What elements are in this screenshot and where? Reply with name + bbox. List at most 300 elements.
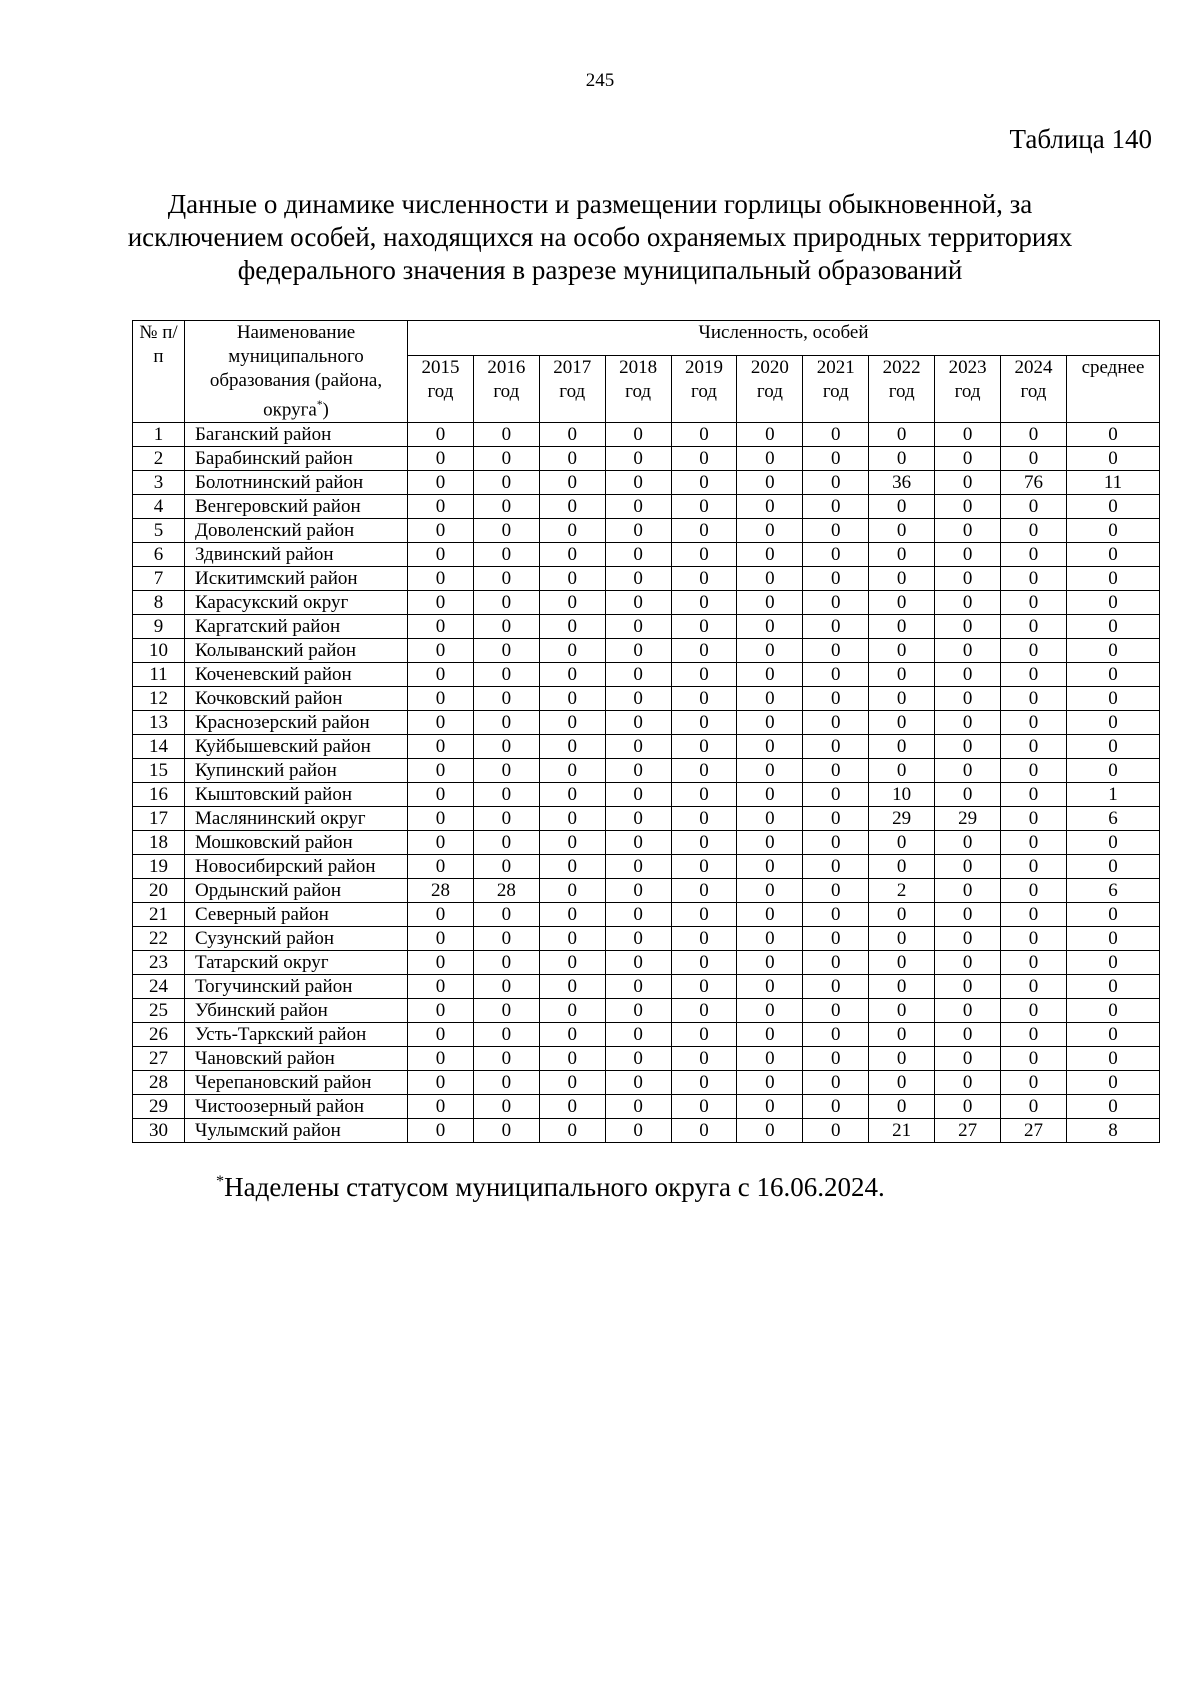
count-cell: 0 (869, 759, 935, 783)
count-cell: 0 (1066, 663, 1159, 687)
count-cell: 0 (935, 447, 1001, 471)
count-cell: 0 (935, 735, 1001, 759)
count-cell: 0 (869, 687, 935, 711)
row-number: 14 (133, 735, 185, 759)
count-cell: 36 (869, 471, 935, 495)
row-number: 21 (133, 903, 185, 927)
table-row (133, 831, 1160, 855)
count-cell: 0 (605, 639, 671, 663)
count-cell: 0 (935, 471, 1001, 495)
count-cell: 0 (408, 1095, 474, 1119)
municipality-name: Искитимский район (185, 567, 408, 591)
count-cell: 0 (539, 591, 605, 615)
count-cell: 0 (539, 567, 605, 591)
count-cell: 0 (935, 495, 1001, 519)
header-name (185, 321, 408, 423)
header-year: среднее (1066, 355, 1159, 423)
count-cell: 0 (803, 951, 869, 975)
header-year: 2023 год (935, 355, 1001, 423)
row-number: 27 (133, 1047, 185, 1071)
count-cell: 0 (408, 1119, 474, 1143)
count-cell: 0 (803, 1095, 869, 1119)
count-cell: 0 (869, 855, 935, 879)
municipality-name: Кочковский район (185, 687, 408, 711)
table-row (133, 807, 1160, 831)
row-number: 17 (133, 807, 185, 831)
header-name-marker: * (316, 399, 323, 411)
count-cell: 0 (539, 687, 605, 711)
count-cell: 0 (1066, 951, 1159, 975)
table-row (133, 1047, 1160, 1071)
count-cell: 0 (737, 735, 803, 759)
count-cell: 0 (935, 879, 1001, 903)
table-row (133, 471, 1160, 495)
count-cell: 0 (605, 543, 671, 567)
municipality-name: Здвинский район (185, 543, 408, 567)
count-cell: 0 (671, 1047, 737, 1071)
count-cell: 0 (737, 543, 803, 567)
count-cell: 0 (408, 639, 474, 663)
count-cell: 0 (737, 1023, 803, 1047)
count-cell: 0 (671, 783, 737, 807)
count-cell: 0 (605, 735, 671, 759)
count-cell: 0 (737, 687, 803, 711)
count-cell: 76 (1001, 471, 1067, 495)
count-cell: 0 (671, 975, 737, 999)
count-cell: 0 (869, 1047, 935, 1071)
header-count-group: Численность, особей (408, 321, 1160, 356)
count-cell: 10 (869, 783, 935, 807)
row-number: 7 (133, 567, 185, 591)
count-cell: 0 (1066, 1071, 1159, 1095)
count-cell: 0 (1066, 831, 1159, 855)
header-year: 2022 год (869, 355, 935, 423)
count-cell: 0 (935, 831, 1001, 855)
count-cell: 0 (803, 447, 869, 471)
count-cell: 0 (1001, 615, 1067, 639)
count-cell: 0 (803, 663, 869, 687)
municipality-name: Маслянинский округ (185, 807, 408, 831)
row-number: 26 (133, 1023, 185, 1047)
count-cell: 0 (869, 975, 935, 999)
count-cell: 0 (539, 1047, 605, 1071)
count-cell: 0 (803, 831, 869, 855)
count-cell: 0 (605, 471, 671, 495)
count-cell: 0 (803, 807, 869, 831)
count-cell: 0 (869, 903, 935, 927)
count-cell: 0 (408, 999, 474, 1023)
count-cell: 0 (737, 447, 803, 471)
count-cell: 0 (605, 495, 671, 519)
count-cell: 0 (737, 855, 803, 879)
table-row (133, 903, 1160, 927)
count-cell: 0 (1001, 687, 1067, 711)
count-cell: 0 (1001, 951, 1067, 975)
count-cell: 0 (473, 951, 539, 975)
count-cell: 0 (803, 471, 869, 495)
count-cell: 0 (408, 447, 474, 471)
count-cell: 0 (473, 471, 539, 495)
count-cell: 0 (737, 783, 803, 807)
table-row (133, 783, 1160, 807)
count-cell: 0 (605, 783, 671, 807)
count-cell: 0 (935, 1071, 1001, 1095)
count-cell: 0 (473, 447, 539, 471)
count-cell: 0 (935, 663, 1001, 687)
count-cell: 28 (473, 879, 539, 903)
count-cell: 0 (737, 615, 803, 639)
count-cell: 0 (539, 759, 605, 783)
count-cell: 0 (935, 951, 1001, 975)
table-row (133, 495, 1160, 519)
count-cell: 0 (737, 879, 803, 903)
count-cell: 0 (408, 519, 474, 543)
count-cell: 0 (737, 951, 803, 975)
count-cell: 0 (671, 879, 737, 903)
municipality-name: Чулымский район (185, 1119, 408, 1143)
count-cell: 0 (935, 759, 1001, 783)
count-cell: 0 (1001, 855, 1067, 879)
count-cell: 0 (1066, 1047, 1159, 1071)
count-cell: 0 (671, 855, 737, 879)
count-cell: 0 (1066, 855, 1159, 879)
count-cell: 0 (803, 783, 869, 807)
count-cell: 0 (1001, 879, 1067, 903)
row-number: 28 (133, 1071, 185, 1095)
count-cell: 0 (737, 927, 803, 951)
count-cell: 0 (1001, 927, 1067, 951)
header-year: 2019 год (671, 355, 737, 423)
count-cell: 0 (869, 447, 935, 471)
count-cell: 28 (408, 879, 474, 903)
count-cell: 0 (408, 855, 474, 879)
count-cell: 0 (473, 1095, 539, 1119)
count-cell: 0 (408, 975, 474, 999)
count-cell: 0 (605, 927, 671, 951)
row-number: 15 (133, 759, 185, 783)
count-cell: 0 (869, 1071, 935, 1095)
count-cell: 0 (869, 543, 935, 567)
count-cell: 0 (473, 831, 539, 855)
count-cell: 0 (737, 1119, 803, 1143)
count-cell: 21 (869, 1119, 935, 1143)
row-number: 9 (133, 615, 185, 639)
count-cell: 0 (737, 639, 803, 663)
table-row (133, 687, 1160, 711)
count-cell: 0 (408, 663, 474, 687)
count-cell: 0 (869, 711, 935, 735)
table-title: Данные о динамике численности и размещении горлицы обыкновенной, за исключением особей, находящихся на особо охраняемых природных территориях федерального значения в разрезе муниципальный образований (127, 189, 1073, 285)
count-cell: 0 (1001, 903, 1067, 927)
table-row (133, 1023, 1160, 1047)
count-cell: 0 (935, 615, 1001, 639)
count-cell: 0 (803, 1023, 869, 1047)
count-cell: 0 (803, 639, 869, 663)
count-cell: 0 (605, 423, 671, 447)
count-cell: 0 (671, 951, 737, 975)
table-row (133, 1095, 1160, 1119)
count-cell: 0 (935, 639, 1001, 663)
table-row (133, 615, 1160, 639)
municipality-name: Венгеровский район (185, 495, 408, 519)
count-cell: 0 (803, 759, 869, 783)
count-cell: 0 (539, 615, 605, 639)
municipality-name: Кыштовский район (185, 783, 408, 807)
table-row (133, 855, 1160, 879)
count-cell: 0 (408, 735, 474, 759)
footnote-marker: * (216, 1172, 225, 1190)
count-cell: 0 (737, 1095, 803, 1119)
count-cell: 0 (605, 711, 671, 735)
count-cell: 0 (1001, 1095, 1067, 1119)
count-cell: 0 (671, 735, 737, 759)
count-cell: 0 (737, 1071, 803, 1095)
table-row (133, 543, 1160, 567)
count-cell: 0 (408, 1047, 474, 1071)
table-row (133, 423, 1160, 447)
count-cell: 0 (869, 735, 935, 759)
count-cell: 0 (671, 903, 737, 927)
count-cell: 0 (408, 591, 474, 615)
count-cell: 0 (539, 831, 605, 855)
row-number: 4 (133, 495, 185, 519)
count-cell: 29 (869, 807, 935, 831)
row-number: 25 (133, 999, 185, 1023)
count-cell: 0 (671, 423, 737, 447)
count-cell: 0 (869, 495, 935, 519)
count-cell: 0 (408, 759, 474, 783)
count-cell: 0 (1001, 495, 1067, 519)
count-cell: 0 (935, 591, 1001, 615)
count-cell: 0 (408, 927, 474, 951)
count-cell: 0 (803, 999, 869, 1023)
count-cell: 0 (803, 735, 869, 759)
count-cell: 0 (803, 567, 869, 591)
count-cell: 0 (473, 711, 539, 735)
count-cell: 0 (737, 759, 803, 783)
header-name-end: ) (322, 399, 329, 421)
count-cell: 0 (1066, 423, 1159, 447)
count-cell: 0 (408, 543, 474, 567)
municipality-name: Каргатский район (185, 615, 408, 639)
count-cell: 2 (869, 879, 935, 903)
count-cell: 0 (803, 591, 869, 615)
municipality-name: Ордынский район (185, 879, 408, 903)
count-cell: 0 (737, 807, 803, 831)
count-cell: 0 (1001, 831, 1067, 855)
table-row (133, 975, 1160, 999)
count-cell: 0 (473, 999, 539, 1023)
count-cell: 0 (671, 639, 737, 663)
count-cell: 0 (1001, 567, 1067, 591)
count-cell: 27 (1001, 1119, 1067, 1143)
count-cell: 0 (605, 663, 671, 687)
municipality-name: Карасукский округ (185, 591, 408, 615)
count-cell: 6 (1066, 879, 1159, 903)
count-cell: 0 (473, 1047, 539, 1071)
count-cell: 0 (1001, 1047, 1067, 1071)
count-cell: 0 (1001, 975, 1067, 999)
count-cell: 0 (803, 975, 869, 999)
count-cell: 0 (935, 855, 1001, 879)
count-cell: 0 (671, 927, 737, 951)
count-cell: 0 (1001, 663, 1067, 687)
count-cell: 0 (671, 519, 737, 543)
count-cell: 0 (935, 1023, 1001, 1047)
count-cell: 0 (671, 447, 737, 471)
row-number: 23 (133, 951, 185, 975)
count-cell: 0 (803, 711, 869, 735)
count-cell: 0 (605, 591, 671, 615)
count-cell: 0 (1066, 567, 1159, 591)
count-cell: 0 (803, 903, 869, 927)
count-cell: 0 (539, 447, 605, 471)
count-cell: 0 (737, 1047, 803, 1071)
table-row (133, 879, 1160, 903)
count-cell: 0 (803, 615, 869, 639)
count-cell: 0 (1066, 1023, 1159, 1047)
count-cell: 0 (605, 879, 671, 903)
count-cell: 0 (408, 807, 474, 831)
count-cell: 0 (671, 831, 737, 855)
count-cell: 0 (737, 663, 803, 687)
count-cell: 0 (671, 543, 737, 567)
count-cell: 0 (1001, 519, 1067, 543)
count-cell: 0 (473, 1023, 539, 1047)
table-label: Таблица 140 (1009, 124, 1152, 154)
count-cell: 0 (1066, 519, 1159, 543)
municipality-name: Черепановский район (185, 1071, 408, 1095)
table-row (133, 951, 1160, 975)
count-cell: 0 (935, 1047, 1001, 1071)
count-cell: 0 (737, 831, 803, 855)
count-cell: 0 (737, 903, 803, 927)
count-cell: 0 (473, 519, 539, 543)
count-cell: 0 (539, 423, 605, 447)
count-cell: 0 (869, 591, 935, 615)
count-cell: 0 (408, 471, 474, 495)
count-cell: 0 (605, 447, 671, 471)
count-cell: 0 (408, 951, 474, 975)
header-year: 2018 год (605, 355, 671, 423)
count-cell: 0 (1001, 1023, 1067, 1047)
header-name-text: Наименование муниципального образования (района, округа (209, 322, 383, 421)
page-number: 245 (585, 70, 615, 91)
count-cell: 0 (1001, 543, 1067, 567)
count-cell: 0 (539, 495, 605, 519)
count-cell: 0 (1066, 999, 1159, 1023)
count-cell: 0 (671, 1119, 737, 1143)
count-cell: 0 (539, 975, 605, 999)
header-year: 2015 год (408, 355, 474, 423)
count-cell: 0 (605, 951, 671, 975)
count-cell: 0 (539, 1095, 605, 1119)
municipality-name: Сузунский район (185, 927, 408, 951)
count-cell: 0 (473, 855, 539, 879)
population-table (132, 320, 1160, 1143)
count-cell: 0 (671, 807, 737, 831)
count-cell: 0 (539, 879, 605, 903)
count-cell: 8 (1066, 1119, 1159, 1143)
count-cell: 0 (803, 1119, 869, 1143)
count-cell: 0 (803, 855, 869, 879)
count-cell: 0 (935, 567, 1001, 591)
count-cell: 0 (408, 903, 474, 927)
count-cell: 0 (935, 519, 1001, 543)
municipality-name: Болотнинский район (185, 471, 408, 495)
count-cell: 0 (408, 423, 474, 447)
count-cell: 11 (1066, 471, 1159, 495)
table-row (133, 639, 1160, 663)
count-cell: 0 (1001, 807, 1067, 831)
count-cell: 0 (671, 1023, 737, 1047)
table-row (133, 591, 1160, 615)
count-cell: 0 (803, 1047, 869, 1071)
count-cell: 0 (605, 1119, 671, 1143)
count-cell: 0 (408, 783, 474, 807)
count-cell: 0 (1066, 1095, 1159, 1119)
municipality-name: Усть-Таркский район (185, 1023, 408, 1047)
count-cell: 0 (1001, 639, 1067, 663)
count-cell: 0 (737, 495, 803, 519)
table-row (133, 1119, 1160, 1143)
count-cell: 27 (935, 1119, 1001, 1143)
count-cell: 0 (539, 855, 605, 879)
count-cell: 0 (605, 1023, 671, 1047)
table-row (133, 1071, 1160, 1095)
header-row-group (133, 321, 1160, 356)
footnote-text: Наделены статусом муниципального округа с 16.06.2024. (224, 1172, 885, 1202)
count-cell: 0 (408, 831, 474, 855)
table-row (133, 663, 1160, 687)
count-cell: 0 (803, 543, 869, 567)
count-cell: 0 (605, 999, 671, 1023)
count-cell: 0 (671, 999, 737, 1023)
count-cell: 0 (1066, 615, 1159, 639)
count-cell: 0 (408, 1071, 474, 1095)
count-cell: 0 (473, 1071, 539, 1095)
count-cell: 0 (869, 663, 935, 687)
count-cell: 0 (737, 519, 803, 543)
count-cell: 0 (737, 471, 803, 495)
count-cell: 0 (473, 495, 539, 519)
count-cell: 0 (935, 999, 1001, 1023)
count-cell: 0 (539, 807, 605, 831)
table-row (133, 999, 1160, 1023)
count-cell: 0 (1066, 639, 1159, 663)
count-cell: 0 (869, 831, 935, 855)
count-cell: 0 (1066, 495, 1159, 519)
count-cell: 0 (605, 759, 671, 783)
table-row (133, 927, 1160, 951)
count-cell: 0 (539, 783, 605, 807)
table-row (133, 447, 1160, 471)
row-number: 22 (133, 927, 185, 951)
municipality-name: Тогучинский район (185, 975, 408, 999)
count-cell: 0 (605, 519, 671, 543)
count-cell: 0 (539, 999, 605, 1023)
count-cell: 0 (1001, 591, 1067, 615)
count-cell: 0 (605, 567, 671, 591)
row-number: 6 (133, 543, 185, 567)
count-cell: 0 (605, 1071, 671, 1095)
count-cell: 0 (935, 1095, 1001, 1119)
table-row (133, 711, 1160, 735)
count-cell: 0 (473, 687, 539, 711)
municipality-name: Куйбышевский район (185, 735, 408, 759)
count-cell: 0 (737, 711, 803, 735)
table-row (133, 735, 1160, 759)
